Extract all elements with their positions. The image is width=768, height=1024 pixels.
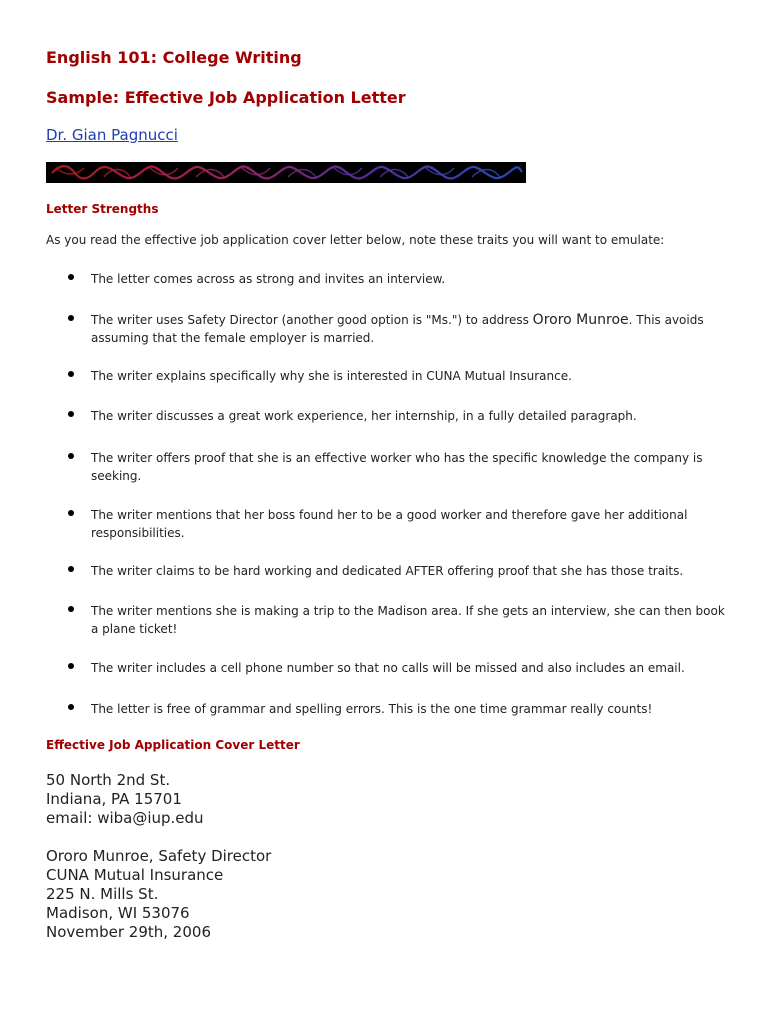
bullet-icon bbox=[68, 606, 74, 612]
list-item-text: The letter comes across as strong and invites an interview. bbox=[91, 272, 446, 286]
list-item-text: The writer explains specifically why she is interested in CUNA Mutual Insurance. bbox=[91, 369, 572, 383]
list-item-text: The writer discusses a great work experience, her internship, in a fully detailed paragraph. bbox=[91, 409, 637, 423]
intro-paragraph: As you read the effective job application cover letter below, note these traits you will want to emulate: bbox=[46, 233, 665, 247]
bullet-icon bbox=[68, 566, 74, 572]
course-title: English 101: College Writing bbox=[46, 48, 302, 67]
sender-email: email: wiba@iup.edu bbox=[46, 809, 204, 827]
decorative-banner-image bbox=[46, 162, 526, 183]
bullet-icon bbox=[68, 510, 74, 516]
bullet-icon bbox=[68, 371, 74, 377]
sender-city: Indiana, PA 15701 bbox=[46, 790, 182, 808]
list-item-text bbox=[91, 311, 731, 347]
bullet-icon bbox=[68, 274, 74, 280]
recipient-company: CUNA Mutual Insurance bbox=[46, 866, 224, 884]
bullet-icon bbox=[68, 315, 74, 321]
bullet-icon bbox=[68, 663, 74, 669]
list-item-text: The writer claims to be hard working and dedicated AFTER offering proof that she has those traits. bbox=[91, 564, 684, 578]
bullet-icon bbox=[68, 411, 74, 417]
section-heading-letter-strengths: Letter Strengths bbox=[46, 202, 159, 216]
list-item-text-part: . This avoids assuming that the female employer is married. bbox=[91, 313, 704, 345]
list-item-text-part: The writer uses Safety Director (another good option is "Ms.") to address bbox=[91, 313, 533, 327]
recipient-address bbox=[46, 847, 271, 942]
author-link[interactable]: Dr. Gian Pagnucci bbox=[46, 126, 178, 144]
list-item-text: The writer mentions that her boss found her to be a good worker and therefore gave her additional responsibilities. bbox=[91, 508, 688, 540]
sender-street: 50 North 2nd St. bbox=[46, 771, 171, 789]
recipient-name-title: Ororo Munroe, Safety Director bbox=[46, 847, 272, 865]
list-item-text: The writer offers proof that she is an effective worker who has the specific knowledge the company is seeking. bbox=[91, 451, 703, 483]
recipient-city: Madison, WI 53076 bbox=[46, 904, 190, 922]
list-item-text: The letter is free of grammar and spelling errors. This is the one time grammar really counts! bbox=[91, 702, 653, 716]
letter-date: November 29th, 2006 bbox=[46, 923, 211, 941]
recipient-street: 225 N. Mills St. bbox=[46, 885, 159, 903]
bullet-icon bbox=[68, 453, 74, 459]
bullet-icon bbox=[68, 704, 74, 710]
sender-address bbox=[46, 771, 204, 828]
list-item-text: The writer includes a cell phone number so that no calls will be missed and also includes an email. bbox=[91, 661, 685, 675]
section-heading-cover-letter: Effective Job Application Cover Letter bbox=[46, 738, 300, 752]
recipient-name-inline: Ororo Munroe bbox=[532, 312, 629, 328]
list-item-text: The writer mentions she is making a trip to the Madison area. If she gets an interview, she can then book a plane ticket! bbox=[91, 604, 725, 636]
page-title: Sample: Effective Job Application Letter bbox=[46, 88, 406, 107]
